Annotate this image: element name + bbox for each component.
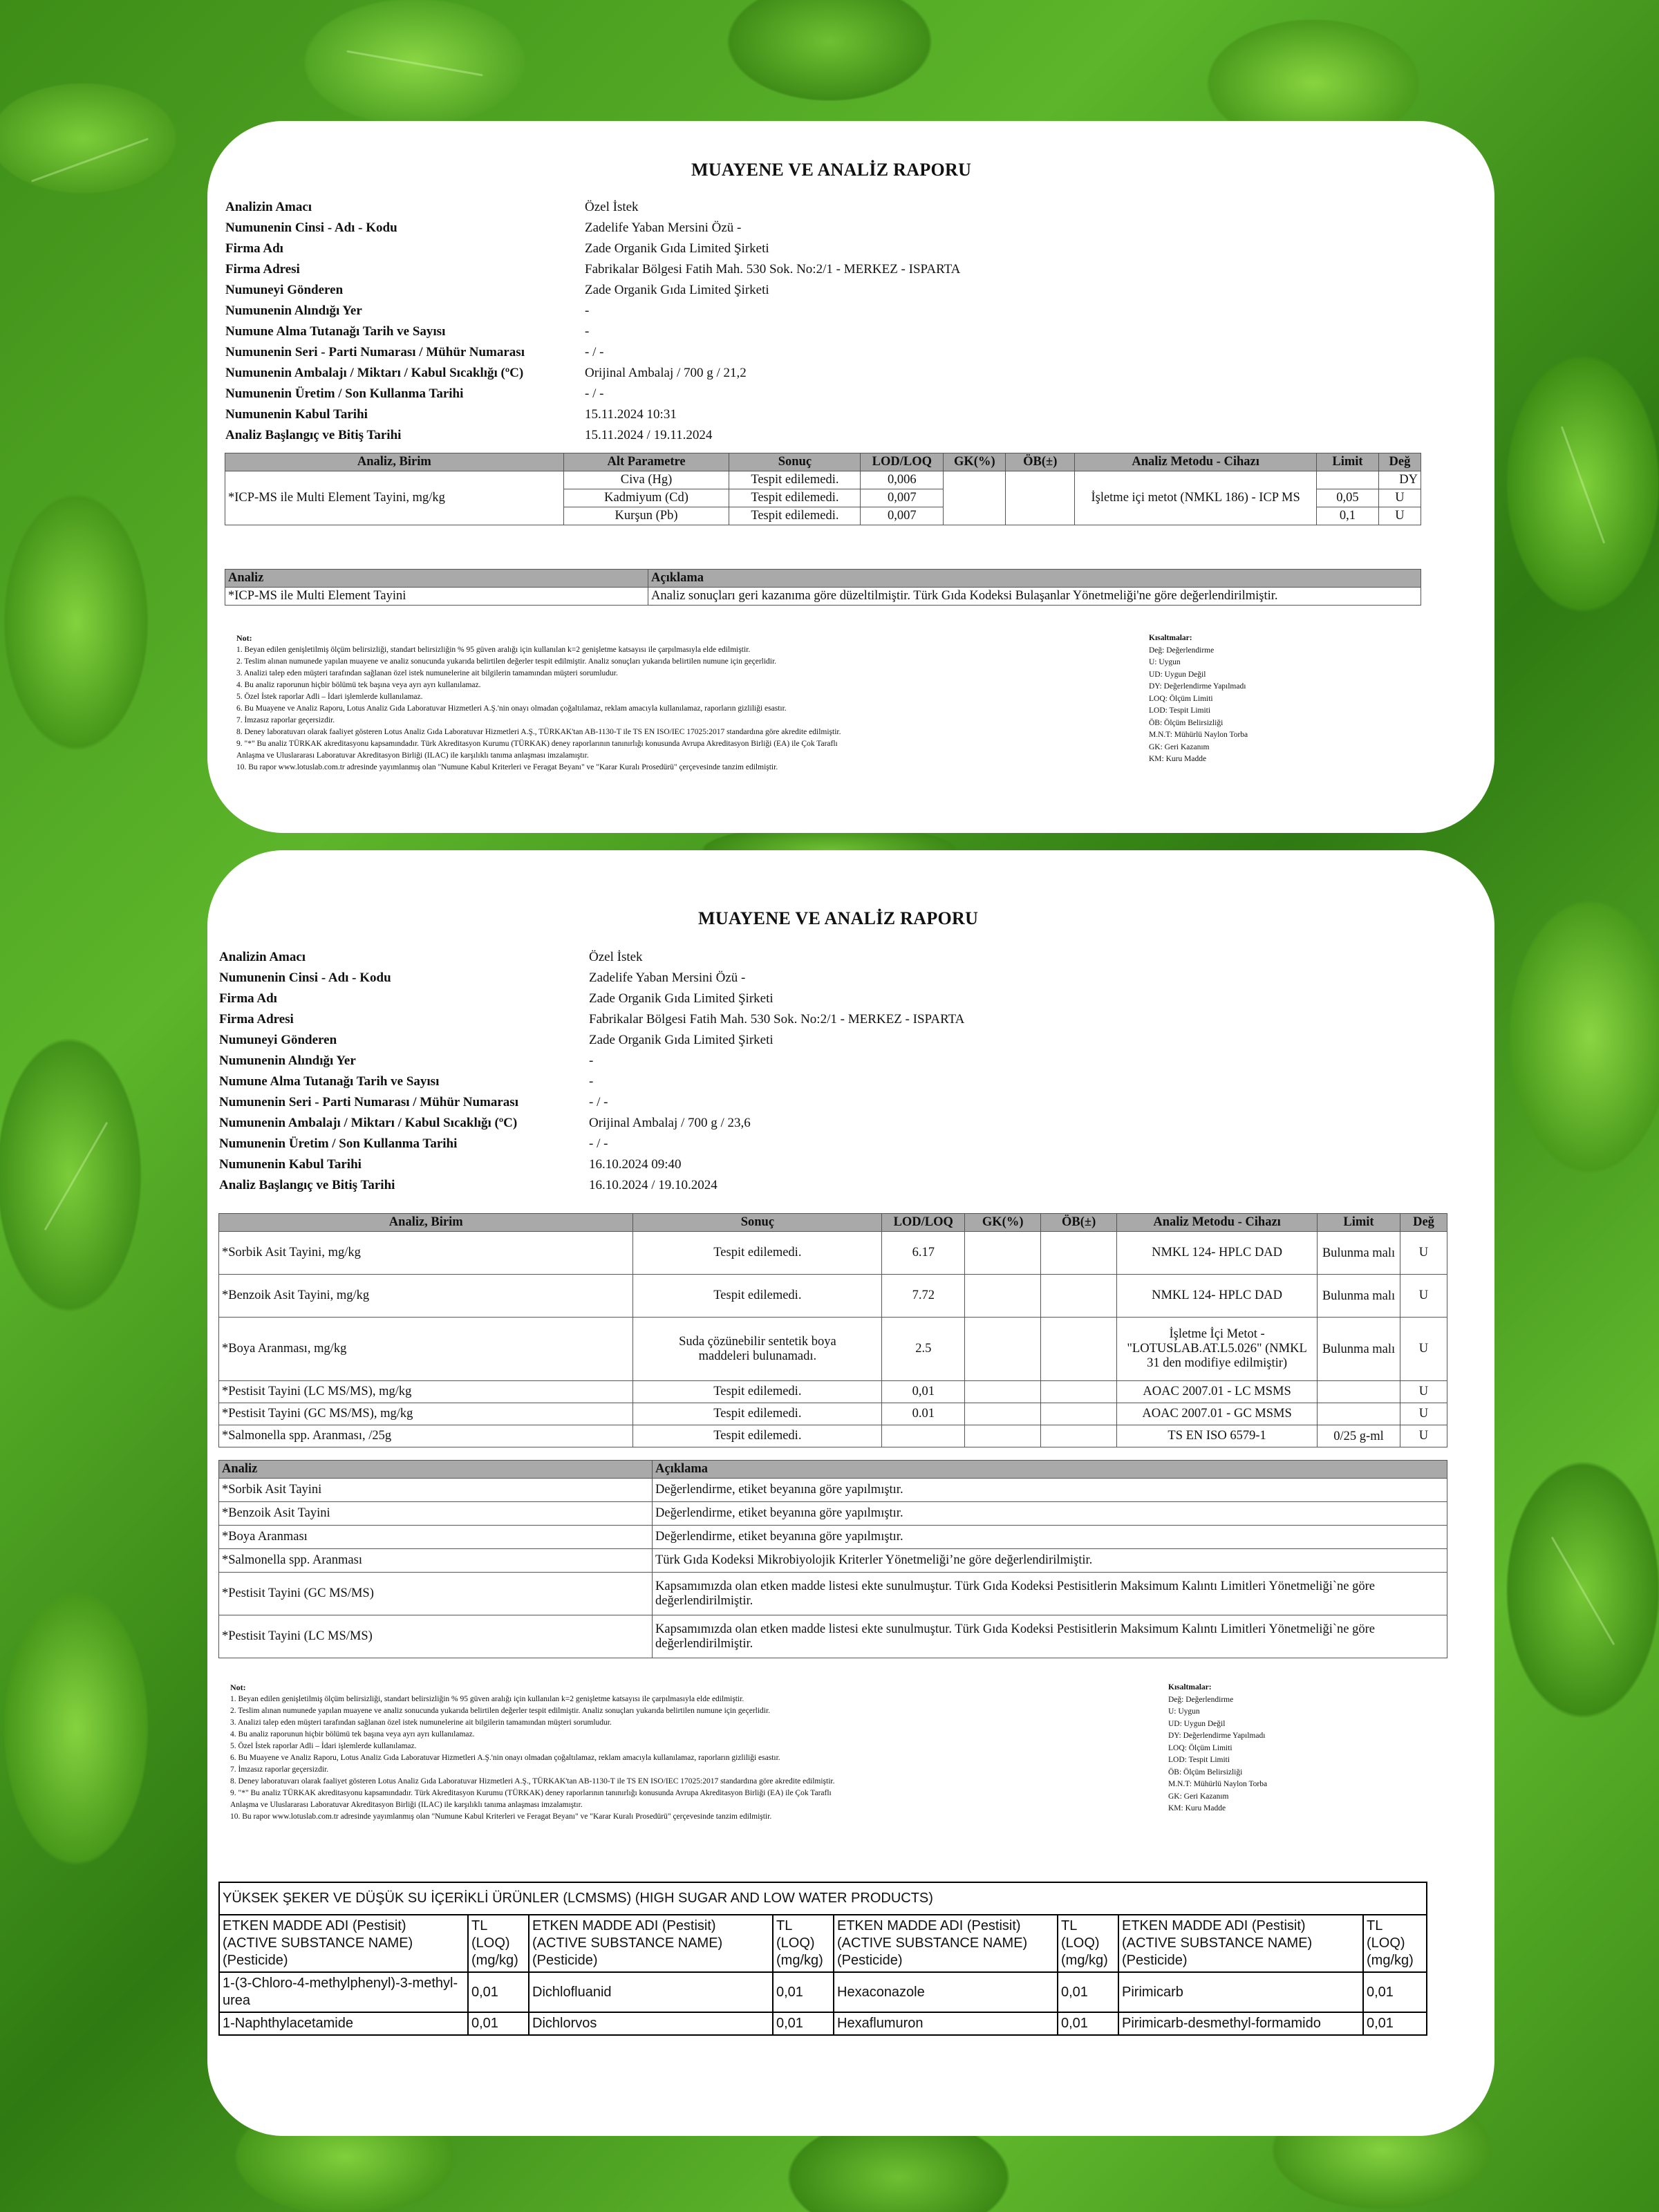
- note-item: 2. Teslim alınan numunede yapılan muayene ve analiz sonucunda yukarıda belirtilen değerler tespit edilmiştir. Analiz sonuçları yukarıda belirtilen numune için geçerlidir.: [230, 1707, 771, 1715]
- abbr-item: M.N.T: Mühürlü Naylon Torba: [1168, 1780, 1268, 1788]
- note-item: 5. Özel İstek raporlar Adli – İdari işlemlerde kullanılamaz.: [236, 693, 423, 701]
- expl-analysis: *ICP-MS ile Multi Element Tayini: [225, 588, 648, 606]
- method-cell: İşletme içi metot (NMKL 186) - ICP MS: [1075, 471, 1317, 525]
- pesticide-name-header: ETKEN MADDE ADI (Pestisit) (ACTIVE SUBSTANCE NAME) (Pesticide): [834, 1915, 1058, 1972]
- tl-cell: 0,01: [468, 2012, 529, 2035]
- table-row: [219, 1549, 1447, 1573]
- report-card-2: [207, 850, 1494, 2136]
- note-item: 4. Bu analiz raporunun hiçbir bölümü tek başına veya ayrı ayrı kullanılamaz.: [230, 1730, 475, 1738]
- method-cell: TS EN ISO 6579-1: [1117, 1425, 1318, 1447]
- col-header: Açıklama: [648, 570, 1421, 588]
- info-label: Numunenin Seri - Parti Numarası / Mühür Numarası: [225, 345, 525, 359]
- note-item: 10. Bu rapor www.lotuslab.com.tr adresinde yayımlanmış olan "Numune Kabul Kriterleri ve Feragat Beyanı" ve "Karar Kuralı Prosedürü" çerçevesinde tanzim edilmiştir.: [236, 763, 778, 771]
- table-row: [219, 1275, 1447, 1318]
- method-cell: İşletme İçi Metot - "LOTUSLAB.AT.L5.026" (NMKL 31 den modifiye edilmiştir): [1117, 1318, 1318, 1381]
- ob-cell: [1041, 1275, 1117, 1318]
- info-row: [219, 1051, 964, 1071]
- report-info: [225, 197, 960, 446]
- col-header: LOD/LOQ: [861, 453, 944, 471]
- abbr-item: LOQ: Ölçüm Limiti: [1168, 1743, 1232, 1752]
- info-value: Fabrikalar Bölgesi Fatih Mah. 530 Sok. No:2/1 - MERKEZ - ISPARTA: [585, 262, 961, 276]
- abbr-item: Değ: Değerlendirme: [1168, 1695, 1234, 1704]
- abbr-item: DY: Değerlendirme Yapılmadı: [1149, 682, 1246, 691]
- info-label: Numunenin Cinsi - Adı - Kodu: [219, 971, 391, 985]
- table-row: [219, 1526, 1447, 1549]
- explanation-table: [225, 569, 1421, 606]
- deg-cell: U: [1400, 1275, 1447, 1318]
- info-label: Numunenin Cinsi - Adı - Kodu: [225, 221, 397, 235]
- info-row: [219, 1175, 964, 1196]
- note-item: 9. "*" Bu analiz TÜRKAK akreditasyonu kapsamındadır. Türk Akreditasyon Kurumu (TÜRKAK) deney raporlarının tanınırlığı konusunda Avrupa Akreditasyon Birliği (EA) ile Çok Taraflı: [236, 740, 838, 748]
- lod-cell: 0,007: [861, 489, 944, 507]
- limit-cell: 0,1: [1316, 507, 1378, 525]
- abbr-item: M.N.T: Mühürlü Naylon Torba: [1149, 731, 1248, 739]
- abbr-item: LOQ: Ölçüm Limiti: [1149, 694, 1213, 703]
- ob-cell: [1041, 1403, 1117, 1425]
- note-item: 7. İmzasız raporlar geçersizdir.: [230, 1765, 329, 1774]
- param-cell: Kadmiyum (Cd): [563, 489, 729, 507]
- note-item: Anlaşma ve Uluslararası Laboratuvar Akreditasyon Birliği (ILAC) ile karşılıklı tanıma anlaşması imzalamıştır.: [236, 751, 589, 760]
- gk-cell: [965, 1318, 1041, 1381]
- note-item: 2. Teslim alınan numunede yapılan muayene ve analiz sonucunda yukarıda belirtilen değerler tespit edilmiştir. Analiz sonuçları yukarıda belirtilen numune için geçerlidir.: [236, 657, 777, 666]
- col-header: Analiz: [219, 1461, 653, 1479]
- note-item: 3. Analizi talep eden müşteri tarafından sağlanan özel istek numunelerine ait bilgilerin tamamından müşteri sorumludur.: [230, 1718, 612, 1727]
- result-cell: Tespit edilemedi.: [729, 507, 861, 525]
- gk-cell: [965, 1425, 1041, 1447]
- info-value: 16.10.2024 09:40: [589, 1157, 682, 1172]
- table-row: [219, 1318, 1447, 1381]
- abbr-item: UD: Uygun Değil: [1168, 1719, 1226, 1728]
- report-title: MUAYENE VE ANALİZ RAPORU: [698, 908, 979, 928]
- info-row: [225, 259, 960, 280]
- pesticide-name-header: ETKEN MADDE ADI (Pestisit) (ACTIVE SUBSTANCE NAME) (Pesticide): [1118, 1915, 1363, 1972]
- limit-cell: 0/25 g-ml: [1318, 1425, 1400, 1447]
- param-cell: Kurşun (Pb): [563, 507, 729, 525]
- results-header: [225, 453, 1421, 471]
- pesticide-tl-header: TL (LOQ) (mg/kg): [773, 1915, 834, 1972]
- table-row: [219, 1403, 1447, 1425]
- info-value: 15.11.2024 / 19.11.2024: [585, 428, 713, 442]
- info-label: Numunenin Üretim / Son Kullanma Tarihi: [225, 386, 464, 401]
- deg-cell: U: [1400, 1381, 1447, 1403]
- substance-cell: Pirimicarb: [1118, 1972, 1363, 2012]
- info-row: [225, 342, 960, 363]
- expl-desc: Kapsamımızda olan etken madde listesi ekte sunulmuştur. Türk Gıda Kodeksi Pestisitlerin Maksimum Kalıntı Limitleri Yönetmeliği`ne göre değerlendirilmiştir.: [653, 1573, 1447, 1615]
- info-row: [225, 238, 960, 259]
- info-row: [225, 301, 960, 321]
- col-header: GK(%): [944, 453, 1006, 471]
- info-value: Zadelife Yaban Mersini Özü -: [585, 221, 742, 235]
- info-label: Firma Adresi: [225, 262, 300, 276]
- info-label: Numunenin Kabul Tarihi: [225, 407, 368, 422]
- col-header: Açıklama: [653, 1461, 1447, 1479]
- lod-cell: 0,006: [861, 471, 944, 489]
- pesticide-name-header: ETKEN MADDE ADI (Pestisit) (ACTIVE SUBSTANCE NAME) (Pesticide): [529, 1915, 773, 1972]
- result-cell: Tespit edilemedi.: [633, 1232, 882, 1275]
- pesticide-name-header: ETKEN MADDE ADI (Pestisit) (ACTIVE SUBSTANCE NAME) (Pesticide): [219, 1915, 468, 1972]
- abbr-item: GK: Geri Kazanım: [1149, 742, 1210, 751]
- report-card-1: [207, 121, 1494, 833]
- result-cell: Suda çözünebilir sentetik boya maddeleri bulunamadı.: [633, 1318, 882, 1381]
- pesticide-tl-header: TL (LOQ) (mg/kg): [1363, 1915, 1427, 1972]
- table-row: [219, 1972, 1427, 2012]
- limit-cell: [1316, 471, 1378, 489]
- info-label: Analizin Amacı: [225, 200, 312, 214]
- info-label: Firma Adı: [219, 991, 277, 1006]
- limit-cell: Bulunma malı: [1318, 1318, 1400, 1381]
- table-row: [219, 1573, 1447, 1615]
- note-item: 8. Deney laboratuvarı olarak faaliyet gösteren Lotus Analiz Gıda Laboratuvar Hizmetleri A.Ş., TÜRKAK'tan AB-1130-T ile TS EN ISO/IEC 17025:2017 standardına göre akredite edilmiştir.: [236, 728, 841, 736]
- info-label: Analiz Başlangıç ve Bitiş Tarihi: [225, 428, 402, 442]
- abbr-item: GK: Geri Kazanım: [1168, 1792, 1229, 1801]
- info-row: [225, 404, 960, 425]
- analysis-cell: *Boya Aranması, mg/kg: [219, 1318, 633, 1381]
- table-row: [219, 2012, 1427, 2035]
- table-row: [219, 1479, 1447, 1502]
- result-cell: Tespit edilemedi.: [729, 471, 861, 489]
- info-label: Numune Alma Tutanağı Tarih ve Sayısı: [219, 1074, 440, 1089]
- notes: [230, 1682, 1101, 1823]
- pesticide-body: [219, 1972, 1427, 2035]
- info-row: [225, 197, 960, 218]
- substance-cell: Hexaflumuron: [834, 2012, 1058, 2035]
- analysis-cell: *Pestisit Tayini (LC MS/MS), mg/kg: [219, 1381, 633, 1403]
- info-label: Numunenin Alındığı Yer: [225, 303, 362, 318]
- leaf-vein: [346, 50, 482, 77]
- info-value: Zade Organik Gıda Limited Şirketi: [585, 283, 769, 297]
- result-cell: Tespit edilemedi.: [633, 1425, 882, 1447]
- note-item: 4. Bu analiz raporunun hiçbir bölümü tek başına veya ayrı ayrı kullanılamaz.: [236, 681, 481, 689]
- results-table: [225, 453, 1421, 525]
- expl-desc: Değerlendirme, etiket beyanına göre yapılmıştır.: [653, 1479, 1447, 1502]
- deg-cell: U: [1378, 489, 1421, 507]
- ob-cell: [1041, 1232, 1117, 1275]
- expl-analysis: *Sorbik Asit Tayini: [219, 1479, 653, 1502]
- info-row: [219, 1071, 964, 1092]
- note-item: 3. Analizi talep eden müşteri tarafından sağlanan özel istek numunelerine ait bilgilerin tamamından müşteri sorumludur.: [236, 669, 618, 677]
- pesticide-table: [218, 1882, 1427, 2036]
- col-header: Analiz Metodu - Cihazı: [1117, 1214, 1318, 1232]
- results-body: [219, 1232, 1447, 1447]
- info-row: [219, 1134, 964, 1154]
- method-cell: NMKL 124- HPLC DAD: [1117, 1232, 1318, 1275]
- pesticide-header: [219, 1915, 1427, 1972]
- note-item: 8. Deney laboratuvarı olarak faaliyet gösteren Lotus Analiz Gıda Laboratuvar Hizmetleri A.Ş., TÜRKAK'tan AB-1130-T ile TS EN ISO/IEC 17025:2017 standardına göre akredite edilmiştir.: [230, 1777, 835, 1785]
- note-item: 9. "*" Bu analiz TÜRKAK akreditasyonu kapsamındadır. Türk Akreditasyon Kurumu (TÜRKAK) deney raporlarının tanınırlığı konusunda Avrupa Akreditasyon Birliği (EA) ile Çok Taraflı: [230, 1789, 832, 1797]
- report-info: [219, 947, 964, 1196]
- result-cell: Tespit edilemedi.: [633, 1275, 882, 1318]
- result-cell: Tespit edilemedi.: [633, 1381, 882, 1403]
- info-value: -: [585, 303, 590, 318]
- info-value: - / -: [589, 1136, 608, 1151]
- limit-cell: Bulunma malı: [1318, 1232, 1400, 1275]
- col-header: Değ: [1400, 1214, 1447, 1232]
- limit-cell: [1318, 1403, 1400, 1425]
- col-header: Değ: [1378, 453, 1421, 471]
- col-header: Limit: [1316, 453, 1378, 471]
- deg-cell: U: [1400, 1425, 1447, 1447]
- lod-cell: [882, 1425, 965, 1447]
- info-value: Zade Organik Gıda Limited Şirketi: [585, 241, 769, 256]
- info-row: [219, 988, 964, 1009]
- notes-title: Not:: [236, 633, 252, 643]
- tl-cell: 0,01: [468, 1972, 529, 2012]
- info-row: [225, 218, 960, 238]
- analysis-cell: *ICP-MS ile Multi Element Tayini, mg/kg: [225, 471, 564, 525]
- pesticide-tl-header: TL (LOQ) (mg/kg): [468, 1915, 529, 1972]
- analysis-cell: *Benzoik Asit Tayini, mg/kg: [219, 1275, 633, 1318]
- col-header: Alt Parametre: [563, 453, 729, 471]
- analysis-cell: *Salmonella spp. Aranması, /25g: [219, 1425, 633, 1447]
- gk-cell: [965, 1381, 1041, 1403]
- table-row: [225, 471, 1421, 489]
- info-row: [225, 280, 960, 301]
- abbr-item: LOD: Tespit Limiti: [1149, 706, 1211, 715]
- method-cell: AOAC 2007.01 - GC MSMS: [1117, 1403, 1318, 1425]
- col-header: Analiz, Birim: [225, 453, 564, 471]
- notes: [236, 632, 1087, 774]
- ob-cell: [1006, 471, 1075, 525]
- expl-desc: Değerlendirme, etiket beyanına göre yapılmıştır.: [653, 1526, 1447, 1549]
- expl-analysis: *Pestisit Tayini (LC MS/MS): [219, 1615, 653, 1658]
- limit-cell: [1318, 1381, 1400, 1403]
- tl-cell: 0,01: [773, 1972, 834, 2012]
- abbr-item: DY: Değerlendirme Yapılmadı: [1168, 1732, 1266, 1740]
- substance-cell: 1-(3-Chloro-4-methylphenyl)-3-methyl-urea: [219, 1972, 468, 2012]
- note-item: 5. Özel İstek raporlar Adli – İdari işlemlerde kullanılamaz.: [230, 1742, 417, 1750]
- abbr-item: LOD: Tespit Limiti: [1168, 1756, 1230, 1764]
- info-label: Numunenin Seri - Parti Numarası / Mühür Numarası: [219, 1095, 518, 1109]
- info-value: -: [589, 1074, 594, 1089]
- info-label: Numunenin Ambalajı / Miktarı / Kabul Sıcaklığı (ºC): [219, 1116, 518, 1130]
- leaf-vein: [31, 138, 149, 182]
- col-header: Analiz Metodu - Cihazı: [1075, 453, 1317, 471]
- gk-cell: [944, 471, 1006, 525]
- expl-analysis: *Salmonella spp. Aranması: [219, 1549, 653, 1573]
- info-row: [219, 1030, 964, 1051]
- report-title: MUAYENE VE ANALİZ RAPORU: [691, 160, 972, 180]
- info-value: 16.10.2024 / 19.10.2024: [589, 1178, 718, 1192]
- note-item: 10. Bu rapor www.lotuslab.com.tr adresinde yayımlanmış olan "Numune Kabul Kriterleri ve Feragat Beyanı" ve "Karar Kuralı Prosedürü" çerçevesinde tanzim edilmiştir.: [230, 1812, 772, 1821]
- tl-cell: 0,01: [1363, 2012, 1427, 2035]
- table-row: [219, 1425, 1447, 1447]
- lod-cell: 7.72: [882, 1275, 965, 1318]
- note-item: 6. Bu Muayene ve Analiz Raporu, Lotus Analiz Gıda Laboratuvar Hizmetleri A.Ş.'nin onayı olmadan çoğaltılamaz, reklam amacıyla kullanılamaz, raporların gizliliği esastır.: [230, 1754, 780, 1762]
- info-label: Numuneyi Gönderen: [225, 283, 344, 297]
- leaf-vein: [1551, 1537, 1615, 1645]
- abbr-item: Değ: Değerlendirme: [1149, 646, 1215, 655]
- deg-cell: U: [1400, 1232, 1447, 1275]
- info-label: Numune Alma Tutanağı Tarih ve Sayısı: [225, 324, 446, 339]
- gk-cell: [965, 1403, 1041, 1425]
- abbr-item: U: Uygun: [1168, 1707, 1200, 1716]
- info-row: [219, 1154, 964, 1175]
- info-row: [219, 1113, 964, 1134]
- note-item: 1. Beyan edilen genişletilmiş ölçüm belirsizliği, standart belirsizliğin % 95 güven aralığı için kullanılan k=2 genişletme katsayısı ile çarpılmasıyla elde edilmiştir.: [236, 646, 751, 654]
- info-label: Firma Adı: [225, 241, 283, 256]
- info-label: Firma Adresi: [219, 1012, 294, 1027]
- info-value: Orijinal Ambalaj / 700 g / 23,6: [589, 1116, 751, 1130]
- info-value: - / -: [589, 1095, 608, 1109]
- substance-cell: Pirimicarb-desmethyl-formamido: [1118, 2012, 1363, 2035]
- table-row: [219, 1232, 1447, 1275]
- info-row: [219, 968, 964, 988]
- explanation-table: [218, 1460, 1447, 1658]
- result-cell: Tespit edilemedi.: [633, 1403, 882, 1425]
- expl-desc: Kapsamımızda olan etken madde listesi ekte sunulmuştur. Türk Gıda Kodeksi Pestisitlerin Maksimum Kalıntı Limitleri Yönetmeliği`ne göre değerlendirilmiştir.: [653, 1615, 1447, 1658]
- info-row: [225, 384, 960, 404]
- results-table: [218, 1213, 1447, 1447]
- info-value: Zade Organik Gıda Limited Şirketi: [589, 1033, 774, 1047]
- info-value: Zade Organik Gıda Limited Şirketi: [589, 991, 774, 1006]
- table-row: [219, 1502, 1447, 1526]
- analysis-cell: *Sorbik Asit Tayini, mg/kg: [219, 1232, 633, 1275]
- param-cell: Civa (Hg): [563, 471, 729, 489]
- tl-cell: 0,01: [1363, 1972, 1427, 2012]
- col-header: Limit: [1318, 1214, 1400, 1232]
- lod-cell: 0.01: [882, 1403, 965, 1425]
- info-value: - / -: [585, 345, 604, 359]
- method-cell: NMKL 124- HPLC DAD: [1117, 1275, 1318, 1318]
- abbreviations: [1149, 632, 1248, 766]
- note-item: 6. Bu Muayene ve Analiz Raporu, Lotus Analiz Gıda Laboratuvar Hizmetleri A.Ş.'nin onayı olmadan çoğaltılamaz, reklam amacıyla kullanılamaz, raporların gizliliği esastır.: [236, 704, 787, 713]
- abbr-item: U: Uygun: [1149, 658, 1181, 666]
- gk-cell: [965, 1275, 1041, 1318]
- expl-desc: Değerlendirme, etiket beyanına göre yapılmıştır.: [653, 1502, 1447, 1526]
- abbr-item: KM: Kuru Madde: [1149, 755, 1207, 763]
- col-header: Sonuç: [633, 1214, 882, 1232]
- expl-desc: Analiz sonuçları geri kazanıma göre düzeltilmiştir. Türk Gıda Kodeksi Bulaşanlar Yönetmeliği'ne göre değerlendirilmiştir.: [648, 588, 1421, 606]
- note-item: Anlaşma ve Uluslararası Laboratuvar Akreditasyon Birliği (ILAC) ile karşılıklı tanıma anlaşması imzalamıştır.: [230, 1801, 583, 1809]
- info-label: Numunenin Ambalajı / Miktarı / Kabul Sıcaklığı (ºC): [225, 366, 524, 380]
- substance-cell: Hexaconazole: [834, 1972, 1058, 2012]
- ob-cell: [1041, 1318, 1117, 1381]
- method-cell: AOAC 2007.01 - LC MSMS: [1117, 1381, 1318, 1403]
- info-value: - / -: [585, 386, 604, 401]
- substance-cell: Dichlofluanid: [529, 1972, 773, 2012]
- notes-title: Not:: [230, 1683, 246, 1692]
- info-row: [219, 1092, 964, 1113]
- limit-cell: 0,05: [1316, 489, 1378, 507]
- info-value: Fabrikalar Bölgesi Fatih Mah. 530 Sok. No:2/1 - MERKEZ - ISPARTA: [589, 1012, 965, 1027]
- info-row: [225, 321, 960, 342]
- abbr-item: ÖB: Ölçüm Belirsizliği: [1149, 718, 1224, 727]
- leaf-vein: [1561, 426, 1605, 543]
- expl-analysis: *Benzoik Asit Tayini: [219, 1502, 653, 1526]
- leaf-vein: [44, 1122, 109, 1230]
- table-row: [219, 1381, 1447, 1403]
- info-label: Numunenin Üretim / Son Kullanma Tarihi: [219, 1136, 458, 1151]
- info-label: Numunenin Kabul Tarihi: [219, 1157, 362, 1172]
- limit-cell: Bulunma malı: [1318, 1275, 1400, 1318]
- expl-analysis: *Boya Aranması: [219, 1526, 653, 1549]
- tl-cell: 0,01: [1058, 2012, 1118, 2035]
- lod-cell: 0,01: [882, 1381, 965, 1403]
- substance-cell: 1-Naphthylacetamide: [219, 2012, 468, 2035]
- col-header: Sonuç: [729, 453, 861, 471]
- info-row: [219, 1009, 964, 1030]
- abbr-item: KM: Kuru Madde: [1168, 1804, 1226, 1812]
- col-header: Analiz: [225, 570, 648, 588]
- lod-cell: 6.17: [882, 1232, 965, 1275]
- info-value: Orijinal Ambalaj / 700 g / 21,2: [585, 366, 747, 380]
- info-value: -: [585, 324, 590, 339]
- deg-cell: U: [1400, 1403, 1447, 1425]
- pesticide-title: YÜKSEK ŞEKER VE DÜŞÜK SU İÇERİKLİ ÜRÜNLER (LCMSMS) (HIGH SUGAR AND LOW WATER PRODUCTS): [219, 1882, 1427, 1915]
- col-header: ÖB(±): [1041, 1214, 1117, 1232]
- col-header: ÖB(±): [1006, 453, 1075, 471]
- info-row: [225, 425, 960, 446]
- tl-cell: 0,01: [1058, 1972, 1118, 2012]
- expl-analysis: *Pestisit Tayini (GC MS/MS): [219, 1573, 653, 1615]
- table-row: [225, 588, 1421, 606]
- ob-cell: [1041, 1381, 1117, 1403]
- info-label: Analizin Amacı: [219, 950, 306, 964]
- ob-cell: [1041, 1425, 1117, 1447]
- info-value: -: [589, 1053, 594, 1068]
- abbr-item: ÖB: Ölçüm Belirsizliği: [1168, 1768, 1243, 1777]
- substance-cell: Dichlorvos: [529, 2012, 773, 2035]
- pesticide-tl-header: TL (LOQ) (mg/kg): [1058, 1915, 1118, 1972]
- expl-desc: Türk Gıda Kodeksi Mikrobiyolojik Kriterler Yönetmeliği’ne göre değerlendirilmiştir.: [653, 1549, 1447, 1573]
- note-item: 7. İmzasız raporlar geçersizdir.: [236, 716, 335, 724]
- deg-cell: U: [1378, 507, 1421, 525]
- info-label: Numuneyi Gönderen: [219, 1033, 337, 1047]
- note-item: 1. Beyan edilen genişletilmiş ölçüm belirsizliği, standart belirsizliğin % 95 güven aralığı için kullanılan k=2 genişletme katsayısı ile çarpılmasıyla elde edilmiştir.: [230, 1695, 744, 1703]
- abbreviations: [1168, 1682, 1267, 1815]
- info-label: Numunenin Alındığı Yer: [219, 1053, 356, 1068]
- info-value: Zadelife Yaban Mersini Özü -: [589, 971, 746, 985]
- col-header: GK(%): [965, 1214, 1041, 1232]
- col-header: LOD/LOQ: [882, 1214, 965, 1232]
- info-row: [225, 363, 960, 384]
- info-value: Özel İstek: [585, 200, 639, 214]
- analysis-cell: *Pestisit Tayini (GC MS/MS), mg/kg: [219, 1403, 633, 1425]
- info-value: 15.11.2024 10:31: [585, 407, 677, 422]
- table-row: [219, 1615, 1447, 1658]
- tl-cell: 0,01: [773, 2012, 834, 2035]
- lod-cell: 2.5: [882, 1318, 965, 1381]
- info-value: Özel İstek: [589, 950, 643, 964]
- result-cell: Tespit edilemedi.: [729, 489, 861, 507]
- deg-cell: DY: [1378, 471, 1421, 489]
- info-row: [219, 947, 964, 968]
- lod-cell: 0,007: [861, 507, 944, 525]
- abbr-title: Kısaltmalar:: [1149, 634, 1192, 642]
- results-header: [219, 1214, 1447, 1232]
- info-label: Analiz Başlangıç ve Bitiş Tarihi: [219, 1178, 395, 1192]
- deg-cell: U: [1400, 1318, 1447, 1381]
- abbr-item: UD: Uygun Değil: [1149, 670, 1206, 679]
- col-header: Analiz, Birim: [219, 1214, 633, 1232]
- gk-cell: [965, 1232, 1041, 1275]
- abbr-title: Kısaltmalar:: [1168, 1683, 1212, 1691]
